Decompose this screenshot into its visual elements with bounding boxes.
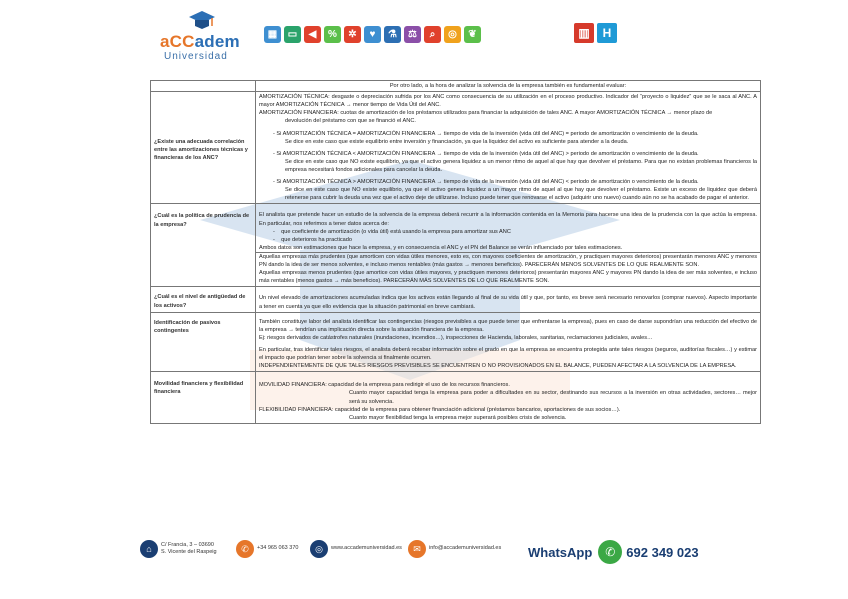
table-row-amortization <box>151 92 761 204</box>
contingent-p3: En particular, tras identificar tales riesgos, el analista deberá recabar información sobre el grado en que la empresa se encuentra protegida ante tales riesgos (seguros, auditorías fiscales…) y estimar el impacto que podrían tener sobre la solvencia si finalmente ocurren. <box>259 346 757 362</box>
globe-icon: ◎ <box>310 540 328 558</box>
answer-amortization <box>256 92 761 204</box>
prudence-estimates: Ambos datos son estimaciones que hace la empresa, y en consecuencia el ANC y el PN del Balance se verán influenciado por tales estimaciones. <box>259 244 623 251</box>
case3-rule: - Si AMORTIZACIÓN TÉCNICA > AMORTIZACIÓN FINANCIERA → tiempo de vida de la inversión (vida útil del ANC) < periodo de amortización o vencimiento de la deuda. <box>273 179 699 186</box>
percent-icon[interactable]: % <box>324 26 341 43</box>
answer-age <box>256 287 761 312</box>
brand-subtitle: Universidad <box>164 51 228 62</box>
case1-explanation: Se dice en este caso que existe equilibrio entre inversión y financiación, ya que la liquidez del activo es suficiente para atender a la deuda. <box>285 138 629 145</box>
mobility-explanation: Cuanto mayor capacidad tenga la empresa para poder a dificultades en su sector, destinando sus recursos a la inversión en otras actividades, sectores… mejor será su solvencia. <box>349 390 757 405</box>
phone-icon: ✆ <box>236 540 254 558</box>
megaphone-icon[interactable]: ◀ <box>304 26 321 43</box>
graduation-cap-icon <box>188 10 216 32</box>
age-text: Un nivel elevado de amortizaciones acumuladas indica que los activos están llegando al final de su vida útil y que, por tanto, es breve será necesario renovarlos (comprar nuevos). Aspecto importante a tener en cuenta ya que ello evidencia que la situación patrimonial en breve cambiará. <box>259 295 757 310</box>
contingent-p1: También constituye labor del analista identificar las contingencias (riesgos previsibles a que puede tener que enfrentarse la empresa), pues en caso de darse supondrían una reducción del efectivo de la empresa → tendrían una implicación directa sobre la situación financiera de la empresa. <box>259 318 757 333</box>
question-label: ¿Cuál es el nivel de antigüedad de los activos? <box>154 294 246 309</box>
prudence-item-2: - que deterioros ha practicado <box>273 236 352 243</box>
question-label: ¿Cuál es la política de prudencia de la empresa? <box>154 213 250 228</box>
table-row-mobility <box>151 372 761 424</box>
address-line1: C/ Francia, 3 – 03690 <box>161 541 214 548</box>
category-icons-right <box>574 23 617 43</box>
case1-rule: - Si AMORTIZACIÓN TÉCNICA = AMORTIZACIÓN FINANCIERA → tiempo de vida de la inversión (vida útil del ANC) = periodo de amortización o vencimiento de la deuda. <box>273 130 699 137</box>
globe-icon[interactable]: ◎ <box>444 26 461 43</box>
footer-address <box>140 540 217 558</box>
case2-rule: - Si AMORTIZACIÓN TÉCNICA < AMORTIZACIÓN FINANCIERA → tiempo de vida de la inversión (vida útil del ANC) > periodo de amortización o vencimiento de la deuda. <box>273 150 699 157</box>
email-icon: ✉ <box>408 540 426 558</box>
fin-definition-cont: devolución del préstamo con que se financió el ANC. <box>285 118 416 125</box>
flexibility-definition: FLEXIBILIDAD FINANCIERA: capacidad de la empresa para obtener financiación adicional (préstamos bancarios, aportaciones de sus socios…). <box>259 406 621 413</box>
footer-email[interactable] <box>408 540 501 558</box>
tech-definition: AMORTIZACIÓN TÉCNICA: desgaste o depreciación sufrida por los ANC como consecuencia de su utilización en el proceso productivo. Indicador del “proyecto o liquidez” que se le saca al ANC. A mayor AMORTIZACIÓN TÉCNICA → menor tiempo de Vida Útil del ANC. <box>259 94 757 109</box>
whatsapp-number[interactable]: 692 349 023 <box>626 544 699 560</box>
list-item: que coeficiente de amortización (o vida útil) está usando la empresa para amortizar sus ANC <box>281 228 511 235</box>
intro-text: Por otro lado, a la hora de analizar la solvencia de la empresa también es fundamental evaluar: <box>256 81 761 92</box>
institution-icon[interactable]: ▥ <box>574 23 594 43</box>
question-cell-empty <box>151 81 256 92</box>
phone-number[interactable]: +34 965 063 370 <box>257 545 299 552</box>
contingent-p4: INDEPENDIENTEMENTE DE QUE TALES RIESGOS PREVISIBLES SE ENCUENTREN O NO PROVISIONADOS EN EL BALANCE, PUEDEN AFECTAR A LA SOLVENCIA DE LA EMPRESA. <box>259 363 737 370</box>
email-link[interactable]: info@accademuniversidad.es <box>429 545 502 552</box>
gears-icon[interactable]: ✲ <box>344 26 361 43</box>
table-row-contingent <box>151 312 761 372</box>
question-age <box>151 287 256 312</box>
prudence-item-1: - que coeficiente de amortización (o vida útil) está usando la empresa para amortizar sus ANC <box>273 228 511 235</box>
prudence-subsection <box>256 252 760 285</box>
scales-icon[interactable]: ⚖ <box>404 26 421 43</box>
website-link[interactable]: www.accademuniversidad.es <box>331 545 402 552</box>
answer-contingent <box>256 312 761 372</box>
question-contingent <box>151 312 256 372</box>
whatsapp-label: WhatsApp <box>528 544 593 560</box>
fin-definition: AMORTIZACIÓN FINANCIERA: cuotas de amortización de los préstamos utilizados para financiar la adquisición de tales ANC. A mayor AMORTIZACIÓN TÉCNICA → menor plazo de <box>259 110 713 117</box>
answer-prudence <box>256 204 761 287</box>
case2-explanation: Se dice en este caso que NO existe equilibrio, ya que el activo genera liquidez a un menor ritmo de aquel al que hay que devolver el préstamo. Para que no existan problemas financieros la empresa necesitará fondos adicionales para cancelar la deuda. <box>285 158 757 173</box>
page-header <box>0 0 848 70</box>
question-prudence <box>151 204 256 287</box>
question-label: Movilidad financiera y flexibilidad financiera <box>154 381 244 396</box>
less-prudent: Aquellas empresas menos prudentes (que amortice con vidas útiles mayores, y practiquen menores deterioros) presentarán mayores ANC y mayores PN dando la idea de ser más solventes, e incluso más rentables (menos gastos → más beneficios). PARECERÁN MÁS SOLVENTES DE LO QUE REALMENTE SON. <box>259 270 757 285</box>
brand-name: aCCadem <box>160 32 240 51</box>
heart-icon[interactable]: ♥ <box>364 26 381 43</box>
footer-phone[interactable] <box>236 540 298 558</box>
question-label: Identificación de pasivos contingentes <box>154 319 221 334</box>
monitor-icon[interactable]: ▭ <box>284 26 301 43</box>
question-label: ¿Existe una adecuada correlación entre las amortizaciones técnicas y financieras de los ANC? <box>154 139 248 162</box>
case3-explanation: Se dice en este caso que NO existe equilibrio, ya que el activo genera liquidez a un mayor ritmo de aquel al que hay que devolver el préstamo. Existe un exceso de liquidez que deberá retenerse para cubrir la deuda una vez que el activo deje de utilizarse. Incluso puede tener que renovarse el activo (adquirir uno nuevo) cuando aún no se ha acabado de pagar el anterior. <box>285 187 757 202</box>
table-row-age <box>151 287 761 312</box>
more-prudent: Aquellas empresas más prudentes (que amorticen con vidas útiles menores, esto es, con mayores coeficientes de amortización, y practiquen mayores deterioros) presentarán menores ANC y menores PN dando la idea de ser menos solventes, e incluso menos rentables (más gastos → menores beneficios). PARECERÁN MENOS SOLVENTES DE LO QUE REALMENTE SON. <box>259 253 757 269</box>
solvency-table <box>150 80 761 424</box>
address-line2: S. Vicente del Raspeig <box>161 549 217 555</box>
category-icons <box>264 26 481 43</box>
search-icon[interactable]: ⌕ <box>424 26 441 43</box>
flask-icon[interactable]: ⚗ <box>384 26 401 43</box>
answer-mobility <box>256 372 761 424</box>
list-item: que deterioros ha practicado <box>281 236 352 243</box>
mobility-definition: MOVILIDAD FINANCIERA: capacidad de la empresa para redirigir el uso de los recursos financieros. <box>259 382 510 389</box>
question-mobility <box>151 372 256 424</box>
whatsapp-icon: ✆ <box>598 540 622 564</box>
flexibility-explanation: Cuanto mayor flexibilidad tenga la empresa mejor superará posibles crisis de solvencia. <box>349 414 567 421</box>
brand-logo[interactable] <box>160 10 260 62</box>
leaf-icon[interactable]: ❦ <box>464 26 481 43</box>
home-icon: ⌂ <box>140 540 158 558</box>
hospital-icon[interactable]: H <box>597 23 617 43</box>
table-row-prudence <box>151 204 761 287</box>
page-footer <box>140 540 760 568</box>
footer-whatsapp[interactable] <box>528 540 699 564</box>
prudence-intro: El analista que pretende hacer un estudio de la solvencia de la empresa deberá recurrir a la información contenida en la Memoria para hacerse una idea de la prudencia con la que actúa la empresa. En particular, nos referimos a tener datos acerca de: <box>259 212 757 227</box>
question-amortization <box>151 92 256 204</box>
table-row-intro <box>151 81 761 92</box>
footer-website[interactable] <box>310 540 402 558</box>
contingent-examples: Ej: riesgos derivados de catástrofes naturales (inundaciones, incendios…), inspecciones de Hacienda, laborales, sanitarias, reclamaciones judiciales, avales… <box>259 334 653 341</box>
chart-icon[interactable]: ▦ <box>264 26 281 43</box>
